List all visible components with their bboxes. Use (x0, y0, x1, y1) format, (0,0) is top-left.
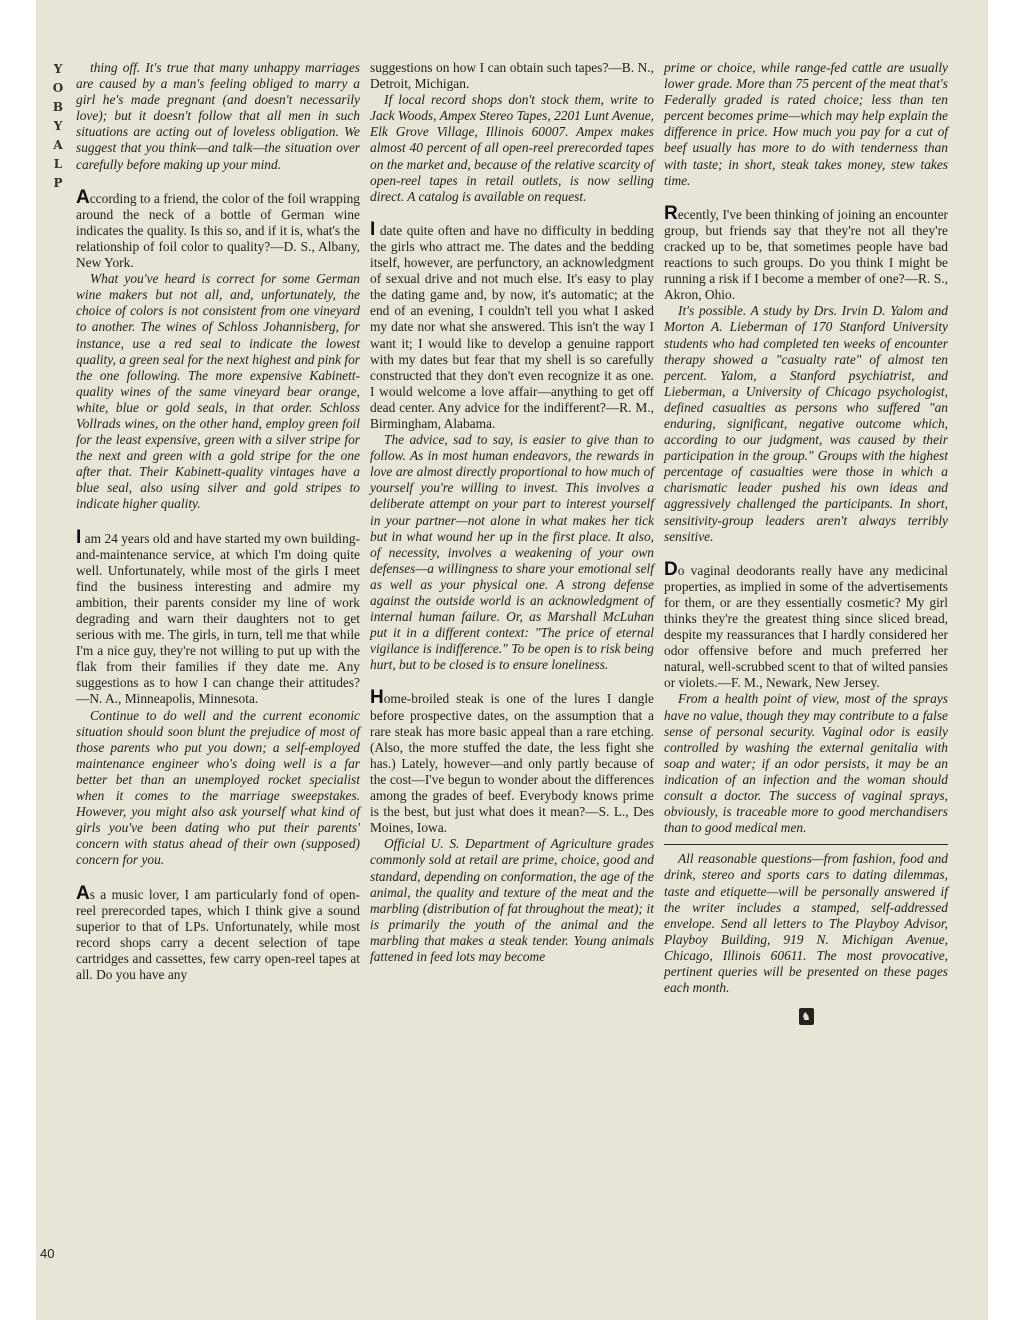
rabbit-head-icon: ♞ (799, 1008, 814, 1025)
reader-question (370, 218, 654, 432)
advisor-answer (76, 708, 360, 869)
advisor-answer (76, 60, 360, 173)
paragraph-text: o vaginal deodorants really have any medicinal properties, as implied in some of the advertisements for them, or are they essentially cosmetic? My girl thinks they're the greatest thing since sliced bread, despite my reassurances that I hardly considered her odor offensive before and much preferred her natural, well-scrubbed scent to that of wilted pansies or violets.—F. M., Newark, New Jersey. (664, 562, 948, 691)
initial-letter: A (76, 882, 90, 904)
paragraph-gap (664, 189, 948, 206)
paragraph-text: What you've heard is correct for some German wine makers but not all, and, unfortunately, the choice of colors is not consistent from one vineyard to another. The wines of Schloss Johannisberg, for instance, use a red seal to indicate the lowest quality, a green seal for the next highest and pink for the one following. The more expensive Kabinett-quality wines of the same vineyard bear orange, white, blue or gold seals, in that order. Schloss Vollrads wines, on the other hand, employ green foil for the least expensive, green with a silver stripe for the next and green with a gold stripe for the one after that. Their Kabinett-quality vintages have a blue seal, also using silver and gold stripes to indicate higher quality. (76, 271, 360, 512)
paragraph-text: date quite often and have no difficulty in bedding the girls who attract me. The dates and the bedding itself, however, are perfunctory, an acknowledgment of sexual drive and not much else. It's easy to play the dating game and, by now, it's automatic; at the end of an evening, I couldn't tell you what I asked my date nor what she answered. This isn't the way I want it; I would like to develop a genuine rapport with my dates but fear that my shell is so carefully constructed that they don't even recognize it as one. I would welcome a love affair—anything to get off dead center. Any advice for the indifferent?—R. M., Birmingham, Alabama. (370, 222, 654, 431)
advisor-answer (370, 92, 654, 205)
advisor-answer (664, 60, 948, 189)
advisor-answer (76, 271, 360, 512)
paragraph-text: prime or choice, while range-fed cattle are usually lower grade. More than 75 percent of the meat that's Federally graded is rated choice; less than ten percent becomes prime—which may help explain the difference in price. How much you pay for a cut of beef usually has more to do with tenderness than with taste; in short, steak takes money, stew takes time. (664, 60, 948, 188)
initial-letter: H (370, 687, 384, 709)
paragraph-text: From a health point of view, most of the sprays have no value, though they may contribute to a false sense of personal security. Vaginal odor is easily controlled by washing the external genitalia with soap and water; if an odor persists, it may be an indication of an infection and the woman should consult a doctor. The success of vaginal sprays, obviously, is traceable more to good merchandisers than to good medical men. (664, 691, 948, 836)
paragraph-text: am 24 years old and have started my own building-and-maintenance service, at which I'm doing quite well. Unfortunately, while most of the girls I meet find the business interesting and admire my ambition, their parents consider my line of work degrading and warn their daughters not to get serious with me. The girls, in turn, tell me that while I'm a nice guy, they're not willing to put up with the flak from their families if they date me. Any suggestions as to how I can change their attitudes?—N. A., Minneapolis, Minnesota. (76, 530, 360, 707)
initial-letter: D (664, 558, 678, 580)
reader-question (664, 558, 948, 692)
paragraph-gap (76, 173, 360, 190)
paragraph-text: ccording to a friend, the color of the foil wrapping around the neck of a bottle of German wine indicates the quality. Is this so, and if it is, what's the relationship of foil color to quality?—D. S., Albany, New York. (76, 190, 360, 271)
advisor-answer (370, 836, 654, 965)
paragraph-gap (370, 205, 654, 222)
reader-question (76, 526, 360, 708)
reader-question (76, 882, 360, 984)
paragraph-text: ome-broiled steak is one of the lures I dangle before prospective dates, on the assumption that a rare steak has more basic appeal than a rare etching. (Also, the more stuffed the date, the less fight she has.) Lately, however—and only partly because of the cost—I've begun to wonder about the differences among the grades of beef. Everybody knows prime is the best, but just what does it mean?—S. L., Des Moines, Iowa. (370, 691, 654, 836)
advisor-closing-note (664, 851, 948, 996)
masthead: Y O B Y A L P (52, 62, 64, 190)
initial-letter: A (76, 186, 90, 208)
advisor-answer (664, 691, 948, 836)
page-number: 40 (40, 1246, 55, 1261)
paragraph-gap (76, 869, 360, 886)
reader-question (370, 687, 654, 836)
paragraph-text: It's possible. A study by Drs. Irvin D. Yalom and Morton A. Lieberman of 170 Stanford University students who had completed ten weeks of encounter therapy showed a "casualty rate" of almost ten percent. Yalom, a Stanford psychiatrist, and Lieberman, a University of Chicago psychologist, defined casualties as persons who suffered "an enduring, significant, negative outcome which, according to our judgment, was caused by their participation in the group." Groups with the highest percentage of casualties were those in which a charismatic leader pushed his own ideas and aggressively challenged the participants. In short, sensitivity-group leaders aren't always terribly sensitive. (664, 303, 948, 544)
paragraph-gap (76, 513, 360, 530)
advisor-answer (664, 303, 948, 544)
initial-letter: I (76, 526, 82, 548)
initial-letter: R (664, 202, 678, 224)
paragraph-text: All reasonable questions—from fashion, food and drink, stereo and sports cars to dating dilemmas, taste and etiquette—will be personally answered if the writer includes a stamped, self-addressed envelope. Send all letters to The Playboy Advisor, Playboy Building, 919 N. Michigan Avenue, Chicago, Illinois 60611. The most provocative, pertinent queries will be presented on these pages each month. (664, 851, 948, 996)
reader-question (370, 60, 654, 92)
initial-letter: I (370, 218, 376, 240)
paragraph-text: The advice, sad to say, is easier to give than to follow. As in most human endeavors, the rewards in love are almost directly proportional to how much of yourself you're willing to invest. This involves a deliberate attempt on your part to interest yourself in your partner—not alone in what makes her tick but in what wound her up in the first place. It also, of necessity, involves a weakening of your own defenses—a willingness to share your emotional self as well as your physical one. A strong defense against the outside world is an acknowledgment of internal human failure. Or, as Marshall McLuhan put it in a different context: "The price of eternal vigilance is indifference." To be open is to risk being hurt, but to be closed is to ensure loneliness. (370, 432, 654, 673)
column-3 (664, 60, 948, 1025)
reader-question (76, 186, 360, 271)
closing-rule (664, 844, 948, 845)
paragraph-text: ecently, I've been thinking of joining an encounter group, but friends say that they're not all they're cracked up to be, that sometimes people have bad reactions to such groups. Do you think I might be running a risk if I become a member of one?—R. S., Akron, Ohio. (664, 206, 948, 303)
paragraph-text: thing off. It's true that many unhappy marriages are caused by a man's feeling obliged to marry a girl he's made pregnant (and doesn't necessarily love); but it doesn't follow that all men in such situations are acting out of loveless obligation. We suggest that you think—and talk—the situation over carefully before making up your mind. (76, 60, 360, 172)
paragraph-gap (664, 545, 948, 562)
paragraph-text: s a music lover, I am particularly fond of open-reel prerecorded tapes, which I think give a sound superior to that of LPs. Unfortunately, while most record shops carry a decent selection of tape cartridges and cassettes, few carry open-reel tapes at all. Do you have any (76, 886, 360, 982)
reader-question (664, 202, 948, 304)
paragraph-text: Official U. S. Department of Agriculture grades commonly sold at retail are prime, choice, good and standard, depending on conformation, the age of the animal, the quality and texture of the meat and the marbling (distribution of fat throughout the meat); it is primarily the youth of the animal and the marbling that makes a steak tender. Young animals fattened in feed lots may become (370, 836, 654, 964)
paragraph-text: Continue to do well and the current economic situation should soon blunt the prejudice of most of those parents who put you down; a self-employed maintenance engineer who's doing well is a far better bet than an unemployed rocket specialist when it comes to the marriage sweepstakes. However, you might also ask yourself what kind of girls you've been dating who put their parents' concern with status ahead of their own (supposed) concern for you. (76, 707, 360, 868)
column-1 (76, 60, 360, 983)
advisor-answer (370, 432, 654, 673)
paragraph-text: If local record shops don't stock them, write to Jack Woods, Ampex Stereo Tapes, 2201 Lunt Avenue, Elk Grove Village, Illinois 60007. Ampex makes almost 40 percent of all open-reel prerecorded tapes on the market and, because of the relative scarcity of open-reel tapes in retail outlets, is now selling direct. A catalog is available on request. (370, 92, 654, 204)
paragraph-gap (370, 673, 654, 690)
column-2 (370, 60, 654, 965)
paragraph-text: suggestions on how I can obtain such tapes?—B. N., Detroit, Michigan. (370, 60, 654, 92)
